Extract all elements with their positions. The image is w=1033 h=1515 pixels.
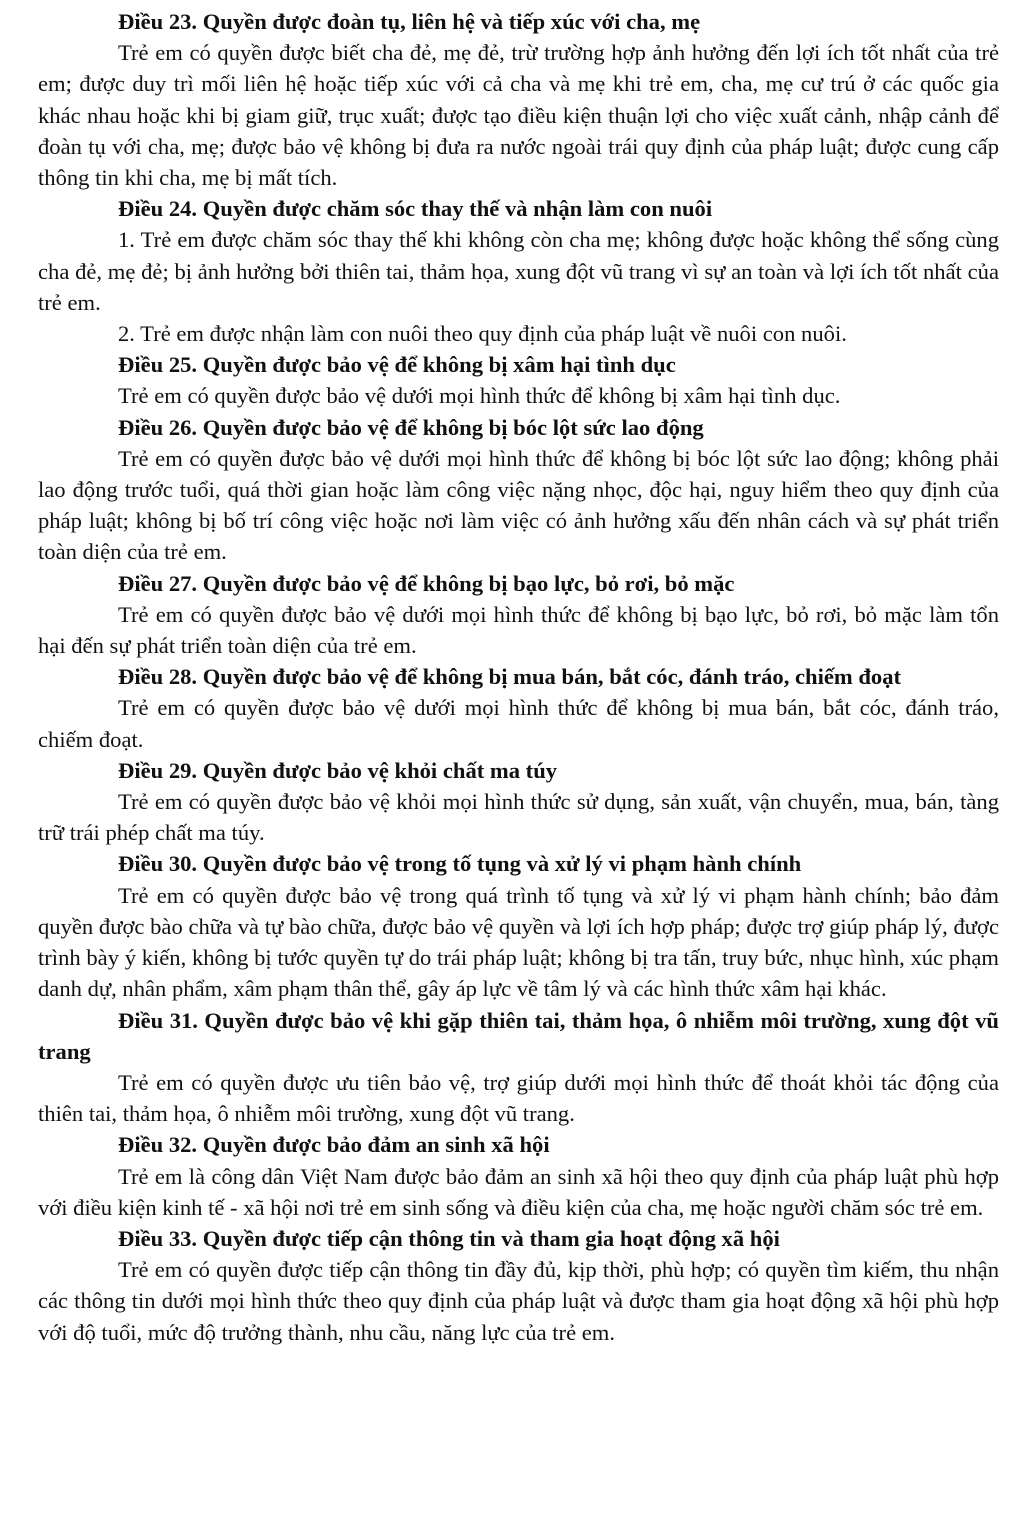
article-26-title: Điều 26. Quyền được bảo vệ để không bị bóc lột sức lao động [118, 414, 704, 440]
article-33-title: Điều 33. Quyền được tiếp cận thông tin và tham gia hoạt động xã hội [118, 1225, 780, 1251]
article-31-title: Điều 31. Quyền được bảo vệ khi gặp thiên tai, thảm họa, ô nhiễm môi trường, xung đột vũ trang [38, 1007, 999, 1064]
article-27-paragraph-1: Trẻ em có quyền được bảo vệ dưới mọi hình thức để không bị bạo lực, bỏ rơi, bỏ mặc làm tổn hại đến sự phát triển toàn diện của trẻ em. [38, 601, 999, 659]
article-32-title: Điều 32. Quyền được bảo đảm an sinh xã hội [118, 1132, 550, 1158]
article-32-paragraph-1: Trẻ em là công dân Việt Nam được bảo đảm an sinh xã hội theo quy định của pháp luật phù hợp với điều kiện kinh tế - xã hội nơi trẻ em sinh sống và điều kiện của cha, mẹ hoặc người chăm sóc trẻ em. [38, 1163, 999, 1220]
article-30-title: Điều 30. Quyền được bảo vệ trong tố tụng và xử lý vi phạm hành chính [118, 851, 802, 877]
article-25-title: Điều 25. Quyền được bảo vệ để không bị xâm hại tình dục [118, 352, 676, 378]
article-33-paragraph-1: Trẻ em có quyền được tiếp cận thông tin đầy đủ, kịp thời, phù hợp; có quyền tìm kiếm, thu nhận các thông tin dưới mọi hình thức theo quy định của pháp luật và được tham gia hoạt động xã hội phù hợp với độ tuổi, mức độ trưởng thành, nhu cầu, năng lực của trẻ em. [38, 1257, 999, 1345]
article-26-paragraph-1: Trẻ em có quyền được bảo vệ dưới mọi hình thức để không bị bóc lột sức lao động; không phải lao động trước tuổi, quá thời gian hoặc làm công việc nặng nhọc, độc hại, nguy hiểm theo quy định của pháp luật; không bị bố trí công việc hoặc nơi làm việc có ảnh hưởng xấu đến nhân cách và sự phát triển toàn diện của trẻ em. [38, 445, 999, 565]
article-28-title: Điều 28. Quyền được bảo vệ để không bị mua bán, bắt cóc, đánh tráo, chiếm đoạt [118, 664, 902, 690]
article-23-title: Điều 23. Quyền được đoàn tụ, liên hệ và tiếp xúc với cha, mẹ [118, 9, 701, 34]
article-25-paragraph-1: Trẻ em có quyền được bảo vệ dưới mọi hình thức để không bị xâm hại tình dục. [118, 383, 841, 409]
article-30-paragraph-1: Trẻ em có quyền được bảo vệ trong quá trình tố tụng và xử lý vi phạm hành chính; bảo đảm quyền được bào chữa và tự bào chữa, được bảo vệ quyền và lợi ích hợp pháp; được trợ giúp pháp lý, được trình bày ý kiến, không bị tước quyền tự do trái pháp luật; không bị tra tấn, truy bức, nhục hình, xúc phạm danh dự, nhân phẩm, xâm phạm thân thể, gây áp lực về tâm lý và các hình thức xâm hại khác. [38, 882, 999, 1002]
article-29-paragraph-1: Trẻ em có quyền được bảo vệ khỏi mọi hình thức sử dụng, sản xuất, vận chuyển, mua, bán, tàng trữ trái phép chất ma túy. [38, 789, 999, 846]
article-24-paragraph-1: 1. Trẻ em được chăm sóc thay thế khi không còn cha mẹ; không được hoặc không thể sống cùng cha đẻ, mẹ đẻ; bị ảnh hưởng bởi thiên tai, thảm họa, xung đột vũ trang vì sự an toàn và lợi ích tốt nhất của trẻ em. [38, 227, 999, 315]
article-31-paragraph-1: Trẻ em có quyền được ưu tiên bảo vệ, trợ giúp dưới mọi hình thức để thoát khỏi tác động của thiên tai, thảm họa, ô nhiễm môi trường, xung đột vũ trang. [38, 1069, 999, 1127]
article-24-paragraph-2: 2. Trẻ em được nhận làm con nuôi theo quy định của pháp luật về nuôi con nuôi. [118, 321, 847, 347]
article-24-title: Điều 24. Quyền được chăm sóc thay thế và nhận làm con nuôi [118, 196, 713, 222]
article-28-paragraph-1: Trẻ em có quyền được bảo vệ dưới mọi hình thức để không bị mua bán, bắt cóc, đánh tráo, chiếm đoạt. [38, 695, 999, 752]
article-27-title: Điều 27. Quyền được bảo vệ để không bị bạo lực, bỏ rơi, bỏ mặc [118, 570, 735, 596]
article-29-title: Điều 29. Quyền được bảo vệ khỏi chất ma túy [118, 757, 558, 783]
article-23-paragraph-1: Trẻ em có quyền được biết cha đẻ, mẹ đẻ, trừ trường hợp ảnh hưởng đến lợi ích tốt nhất của trẻ em; được duy trì mối liên hệ hoặc tiếp xúc với cả cha và mẹ khi trẻ em, cha, mẹ cư trú ở các quốc gia khác nhau hoặc khi bị giam giữ, trục xuất; được tạo điều kiện thuận lợi cho việc xuất cảnh, nhập cảnh để đoàn tụ với cha, mẹ; được bảo vệ không bị đưa ra nước ngoài trái quy định của pháp luật; được cung cấp thông tin khi cha, mẹ bị mất tích. [38, 40, 999, 191]
